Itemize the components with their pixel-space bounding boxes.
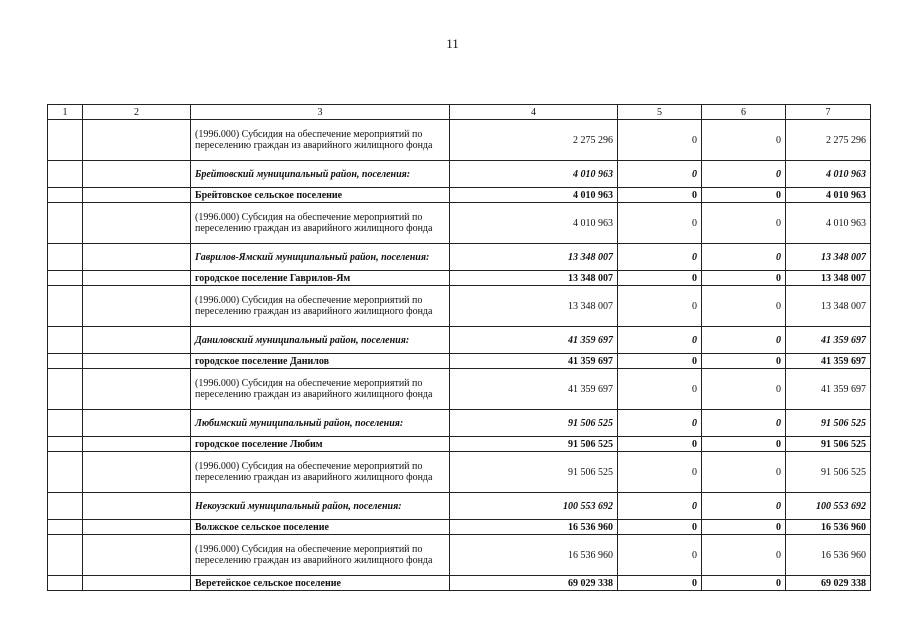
cell-col1 [48, 120, 83, 161]
cell-col2 [83, 161, 191, 188]
value-col5: 0 [618, 354, 702, 369]
cell-col1 [48, 437, 83, 452]
settlement-row [48, 354, 871, 369]
value-col7: 16 536 960 [786, 535, 871, 576]
value-col5: 0 [618, 520, 702, 535]
value-col4: 13 348 007 [450, 244, 618, 271]
value-col6: 0 [702, 188, 786, 203]
value-col6: 0 [702, 493, 786, 520]
cell-col1 [48, 576, 83, 591]
value-col6: 0 [702, 203, 786, 244]
cell-col1 [48, 161, 83, 188]
subsidy-row [48, 535, 871, 576]
cell-col1 [48, 188, 83, 203]
cell-col2 [83, 535, 191, 576]
row-name: городское поселение Данилов [191, 354, 450, 369]
row-name: Даниловский муниципальный район, поселения: [191, 327, 450, 354]
value-col7: 13 348 007 [786, 244, 871, 271]
row-name: Гаврилов-Ямский муниципальный район, поселения: [191, 244, 450, 271]
value-col4: 41 359 697 [450, 327, 618, 354]
value-col6: 0 [702, 244, 786, 271]
value-col5: 0 [618, 493, 702, 520]
value-col4: 41 359 697 [450, 354, 618, 369]
cell-col1 [48, 535, 83, 576]
cell-col2 [83, 452, 191, 493]
value-col5: 0 [618, 161, 702, 188]
cell-col1 [48, 286, 83, 327]
cell-col2 [83, 271, 191, 286]
value-col6: 0 [702, 576, 786, 591]
column-header: 4 [450, 105, 618, 120]
cell-col1 [48, 369, 83, 410]
value-col7: 41 359 697 [786, 327, 871, 354]
value-col6: 0 [702, 520, 786, 535]
row-name: Брейтовское сельское поселение [191, 188, 450, 203]
value-col6: 0 [702, 452, 786, 493]
district-row [48, 410, 871, 437]
column-header: 5 [618, 105, 702, 120]
cell-col2 [83, 354, 191, 369]
value-col4: 4 010 963 [450, 161, 618, 188]
value-col5: 0 [618, 188, 702, 203]
row-name: Брейтовский муниципальный район, поселения: [191, 161, 450, 188]
district-row [48, 493, 871, 520]
value-col6: 0 [702, 271, 786, 286]
value-col6: 0 [702, 369, 786, 410]
page-number: 11 [446, 36, 459, 51]
cell-col2 [83, 520, 191, 535]
row-name: (1996.000) Субсидия на обеспечение мероприятий по переселению граждан из аварийного жилищного фонда [191, 535, 450, 576]
value-col7: 13 348 007 [786, 271, 871, 286]
cell-col1 [48, 203, 83, 244]
value-col5: 0 [618, 327, 702, 354]
value-col4: 91 506 525 [450, 452, 618, 493]
subsidy-row [48, 203, 871, 244]
value-col5: 0 [618, 410, 702, 437]
cell-col2 [83, 244, 191, 271]
cell-col1 [48, 354, 83, 369]
row-name: (1996.000) Субсидия на обеспечение мероприятий по переселению граждан из аварийного жилищного фонда [191, 286, 450, 327]
district-row [48, 161, 871, 188]
value-col4: 16 536 960 [450, 535, 618, 576]
row-name: Некоузский муниципальный район, поселения: [191, 493, 450, 520]
cell-col1 [48, 452, 83, 493]
value-col4: 41 359 697 [450, 369, 618, 410]
value-col4: 100 553 692 [450, 493, 618, 520]
column-header: 2 [83, 105, 191, 120]
column-header: 1 [48, 105, 83, 120]
value-col6: 0 [702, 354, 786, 369]
value-col6: 0 [702, 161, 786, 188]
cell-col2 [83, 203, 191, 244]
settlement-row [48, 437, 871, 452]
value-col5: 0 [618, 369, 702, 410]
cell-col1 [48, 520, 83, 535]
value-col7: 4 010 963 [786, 203, 871, 244]
row-name: (1996.000) Субсидия на обеспечение мероприятий по переселению граждан из аварийного жилищного фонда [191, 203, 450, 244]
value-col7: 2 275 296 [786, 120, 871, 161]
value-col6: 0 [702, 410, 786, 437]
column-header: 6 [702, 105, 786, 120]
cell-col2 [83, 576, 191, 591]
table-header-row [48, 105, 871, 120]
value-col5: 0 [618, 203, 702, 244]
subsidy-row [48, 286, 871, 327]
value-col5: 0 [618, 576, 702, 591]
value-col4: 13 348 007 [450, 271, 618, 286]
row-name: городское поселение Гаврилов-Ям [191, 271, 450, 286]
district-row [48, 327, 871, 354]
cell-col2 [83, 188, 191, 203]
value-col5: 0 [618, 535, 702, 576]
value-col4: 69 029 338 [450, 576, 618, 591]
value-col5: 0 [618, 286, 702, 327]
value-col4: 13 348 007 [450, 286, 618, 327]
row-name: Любимский муниципальный район, поселения: [191, 410, 450, 437]
row-name: (1996.000) Субсидия на обеспечение мероприятий по переселению граждан из аварийного жилищного фонда [191, 369, 450, 410]
settlement-row [48, 576, 871, 591]
subsidy-row [48, 452, 871, 493]
cell-col1 [48, 327, 83, 354]
value-col5: 0 [618, 120, 702, 161]
cell-col2 [83, 369, 191, 410]
value-col7: 4 010 963 [786, 161, 871, 188]
cell-col2 [83, 410, 191, 437]
value-col5: 0 [618, 244, 702, 271]
value-col5: 0 [618, 452, 702, 493]
value-col7: 91 506 525 [786, 437, 871, 452]
subsidy-row [48, 369, 871, 410]
value-col6: 0 [702, 437, 786, 452]
row-name: (1996.000) Субсидия на обеспечение мероприятий по переселению граждан из аварийного жилищного фонда [191, 452, 450, 493]
value-col7: 16 536 960 [786, 520, 871, 535]
cell-col1 [48, 410, 83, 437]
district-row [48, 244, 871, 271]
value-col6: 0 [702, 327, 786, 354]
value-col7: 100 553 692 [786, 493, 871, 520]
value-col6: 0 [702, 120, 786, 161]
value-col7: 91 506 525 [786, 452, 871, 493]
value-col5: 0 [618, 271, 702, 286]
cell-col1 [48, 271, 83, 286]
value-col7: 13 348 007 [786, 286, 871, 327]
value-col7: 41 359 697 [786, 354, 871, 369]
cell-col2 [83, 327, 191, 354]
settlement-row [48, 271, 871, 286]
value-col7: 41 359 697 [786, 369, 871, 410]
value-col4: 4 010 963 [450, 188, 618, 203]
row-name: (1996.000) Субсидия на обеспечение мероприятий по переселению граждан из аварийного жилищного фонда [191, 120, 450, 161]
cell-col2 [83, 120, 191, 161]
settlement-row [48, 520, 871, 535]
value-col6: 0 [702, 286, 786, 327]
row-name: городское поселение Любим [191, 437, 450, 452]
cell-col1 [48, 493, 83, 520]
value-col7: 69 029 338 [786, 576, 871, 591]
subsidy-row [48, 120, 871, 161]
row-name: Волжское сельское поселение [191, 520, 450, 535]
value-col7: 4 010 963 [786, 188, 871, 203]
cell-col2 [83, 437, 191, 452]
value-col6: 0 [702, 535, 786, 576]
value-col4: 2 275 296 [450, 120, 618, 161]
row-name: Веретейское сельское поселение [191, 576, 450, 591]
cell-col2 [83, 286, 191, 327]
value-col4: 91 506 525 [450, 410, 618, 437]
budget-table [47, 104, 871, 591]
value-col5: 0 [618, 437, 702, 452]
value-col7: 91 506 525 [786, 410, 871, 437]
column-header: 3 [191, 105, 450, 120]
value-col4: 91 506 525 [450, 437, 618, 452]
column-header: 7 [786, 105, 871, 120]
cell-col1 [48, 244, 83, 271]
cell-col2 [83, 493, 191, 520]
value-col4: 16 536 960 [450, 520, 618, 535]
value-col4: 4 010 963 [450, 203, 618, 244]
settlement-row [48, 188, 871, 203]
